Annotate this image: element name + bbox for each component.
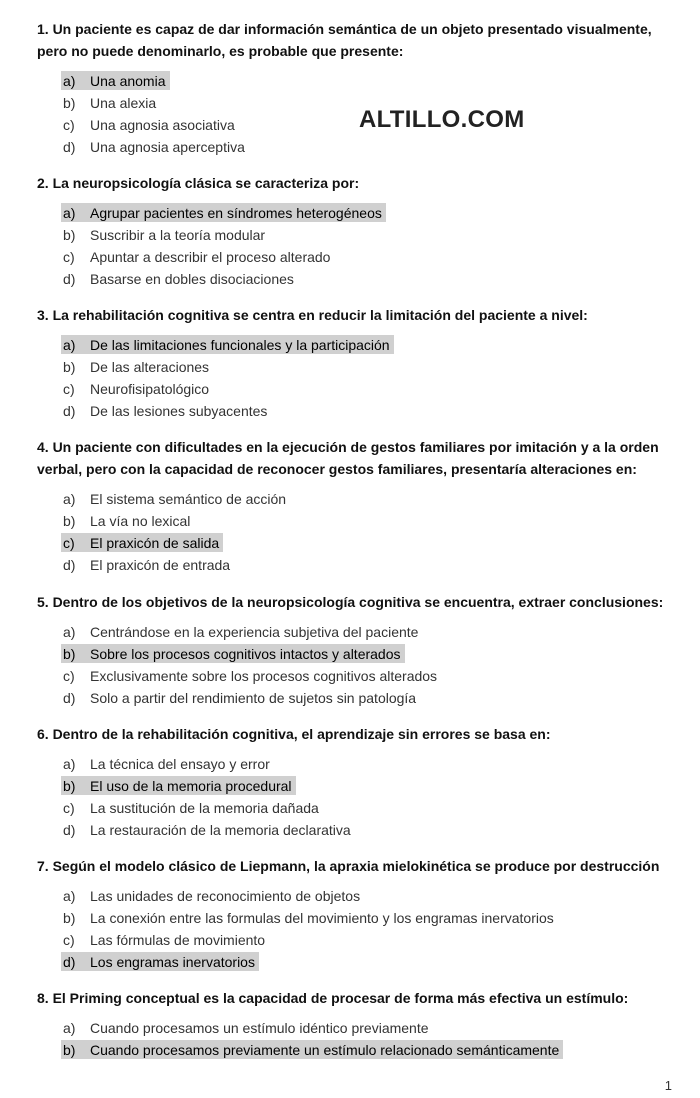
option-text: Una agnosia asociativa <box>90 117 235 133</box>
option <box>37 687 677 709</box>
option-text: El praxicón de entrada <box>90 557 231 573</box>
option-text: Agrupar pacientes en síndromes heterogéneos <box>90 205 382 221</box>
question-7 <box>37 855 677 973</box>
option-letter: b) <box>63 95 76 111</box>
correct-option <box>37 532 677 554</box>
correct-option <box>37 202 677 224</box>
question-2 <box>37 172 677 290</box>
option-letter: c) <box>63 668 75 684</box>
option-letter: a) <box>63 337 76 353</box>
option <box>37 92 677 114</box>
option-text: La vía no lexical <box>90 513 191 529</box>
option-letter: d) <box>63 271 76 287</box>
option-list <box>37 202 677 290</box>
option-letter: b) <box>63 227 76 243</box>
option-text: Centrándose en la experiencia subjetiva del paciente <box>90 624 419 640</box>
option <box>37 621 677 643</box>
option-text: Una agnosia aperceptiva <box>90 139 245 155</box>
option-letter: a) <box>63 1020 76 1036</box>
option-letter: c) <box>63 932 75 948</box>
correct-option <box>37 334 677 356</box>
option-letter: a) <box>63 491 76 507</box>
option-letter: d) <box>63 139 76 155</box>
option <box>37 819 677 841</box>
option-text: Las unidades de reconocimiento de objetos <box>90 888 361 904</box>
option-letter: c) <box>63 381 75 397</box>
correct-option <box>37 1039 677 1061</box>
option <box>37 114 677 136</box>
watermark-text: ALTILLO.COM <box>359 106 525 133</box>
question-text: 1. Un paciente es capaz de dar información semántica de un objeto presentado visualmente, pero no puede denominarlo, es probable que presente: <box>37 21 652 59</box>
option-letter: c) <box>63 249 75 265</box>
question-text: 5. Dentro de los objetivos de la neuropsicología cognitiva se encuentra, extraer conclusiones: <box>37 594 664 610</box>
option-text: El sistema semántico de acción <box>90 491 287 507</box>
option <box>37 665 677 687</box>
option-text: Una anomia <box>90 73 166 89</box>
option <box>37 224 677 246</box>
option-letter: c) <box>63 535 75 551</box>
correct-option <box>37 70 677 92</box>
option-text: El uso de la memoria procedural <box>90 778 292 794</box>
question-text: 3. La rehabilitación cognitiva se centra en reducir la limitación del paciente a nivel: <box>37 307 588 323</box>
option-letter: a) <box>63 888 76 904</box>
option-text: Basarse en dobles disociaciones <box>90 271 294 287</box>
option-letter: b) <box>63 359 76 375</box>
option <box>37 136 677 158</box>
option <box>37 246 677 268</box>
option-text: De las limitaciones funcionales y la participación <box>90 337 390 353</box>
option-letter: c) <box>63 800 75 816</box>
question-6 <box>37 723 677 841</box>
option-text: Cuando procesamos previamente un estímulo relacionado semánticamente <box>90 1042 560 1058</box>
option-text: La sustitución de la memoria dañada <box>90 800 319 816</box>
correct-option <box>37 775 677 797</box>
option <box>37 400 677 422</box>
option <box>37 510 677 532</box>
option-letter: d) <box>63 690 76 706</box>
option-letter: a) <box>63 73 76 89</box>
option <box>37 885 677 907</box>
option-letter: d) <box>63 557 76 573</box>
option-letter: c) <box>63 117 75 133</box>
option-text: Las fórmulas de movimiento <box>90 932 266 948</box>
option <box>37 378 677 400</box>
option-text: Sobre los procesos cognitivos intactos y alterados <box>90 646 401 662</box>
question-4 <box>37 436 677 576</box>
question-text: 4. Un paciente con dificultades en la ejecución de gestos familiares por imitación y a la orden verbal, pero con la capacidad de reconocer gestos familiares, presentaría alteraciones en: <box>37 439 659 477</box>
option-text: De las lesiones subyacentes <box>90 403 268 419</box>
option-text: La técnica del ensayo y error <box>90 756 270 772</box>
option-text: El praxicón de salida <box>90 535 220 551</box>
option-letter: d) <box>63 954 76 970</box>
question-text: 7. Según el modelo clásico de Liepmann, la apraxia mielokinética se produce por destrucción <box>37 858 660 874</box>
option <box>37 1017 677 1039</box>
question-text: 8. El Priming conceptual es la capacidad de procesar de forma más efectiva un estímulo: <box>37 990 629 1006</box>
question-8 <box>37 987 677 1061</box>
option-text: Neurofisipatológico <box>90 381 210 397</box>
option-letter: d) <box>63 822 76 838</box>
option-letter: b) <box>63 646 76 662</box>
option <box>37 356 677 378</box>
option <box>37 797 677 819</box>
option-text: Cuando procesamos un estímulo idéntico previamente <box>90 1020 429 1036</box>
option <box>37 929 677 951</box>
question-text: 2. La neuropsicología clásica se caracteriza por: <box>37 175 360 191</box>
option-letter: a) <box>63 624 76 640</box>
option-text: Suscribir a la teoría modular <box>90 227 266 243</box>
option-text: Solo a partir del rendimiento de sujetos sin patología <box>90 690 417 706</box>
option-list <box>37 70 677 158</box>
option-letter: d) <box>63 403 76 419</box>
option-list <box>37 885 677 973</box>
option-list <box>37 488 677 576</box>
question-5 <box>37 591 677 709</box>
option-text: La restauración de la memoria declarativa <box>90 822 351 838</box>
option-text: De las alteraciones <box>90 359 210 375</box>
option-text: Una alexia <box>90 95 157 111</box>
question-1 <box>37 18 677 158</box>
question-text: 6. Dentro de la rehabilitación cognitiva, el aprendizaje sin errores se basa en: <box>37 726 551 742</box>
correct-option <box>37 643 677 665</box>
option-letter: b) <box>63 513 76 529</box>
option-letter: a) <box>63 205 76 221</box>
option-text: Apuntar a describir el proceso alterado <box>90 249 331 265</box>
option-list <box>37 1017 677 1061</box>
option-list <box>37 334 677 422</box>
option <box>37 753 677 775</box>
option <box>37 268 677 290</box>
page-number: 1 <box>664 1078 672 1093</box>
option-text: Los engramas inervatorios <box>90 954 255 970</box>
option-letter: b) <box>63 1042 76 1058</box>
option <box>37 554 677 576</box>
option-letter: a) <box>63 756 76 772</box>
option-text: Exclusivamente sobre los procesos cognitivos alterados <box>90 668 438 684</box>
correct-option <box>37 951 677 973</box>
option <box>37 907 677 929</box>
option-list <box>37 621 677 709</box>
question-3 <box>37 304 677 422</box>
option-text: La conexión entre las formulas del movimiento y los engramas inervatorios <box>90 910 554 926</box>
option-list <box>37 753 677 841</box>
option-letter: b) <box>63 778 76 794</box>
option-letter: b) <box>63 910 76 926</box>
option <box>37 488 677 510</box>
